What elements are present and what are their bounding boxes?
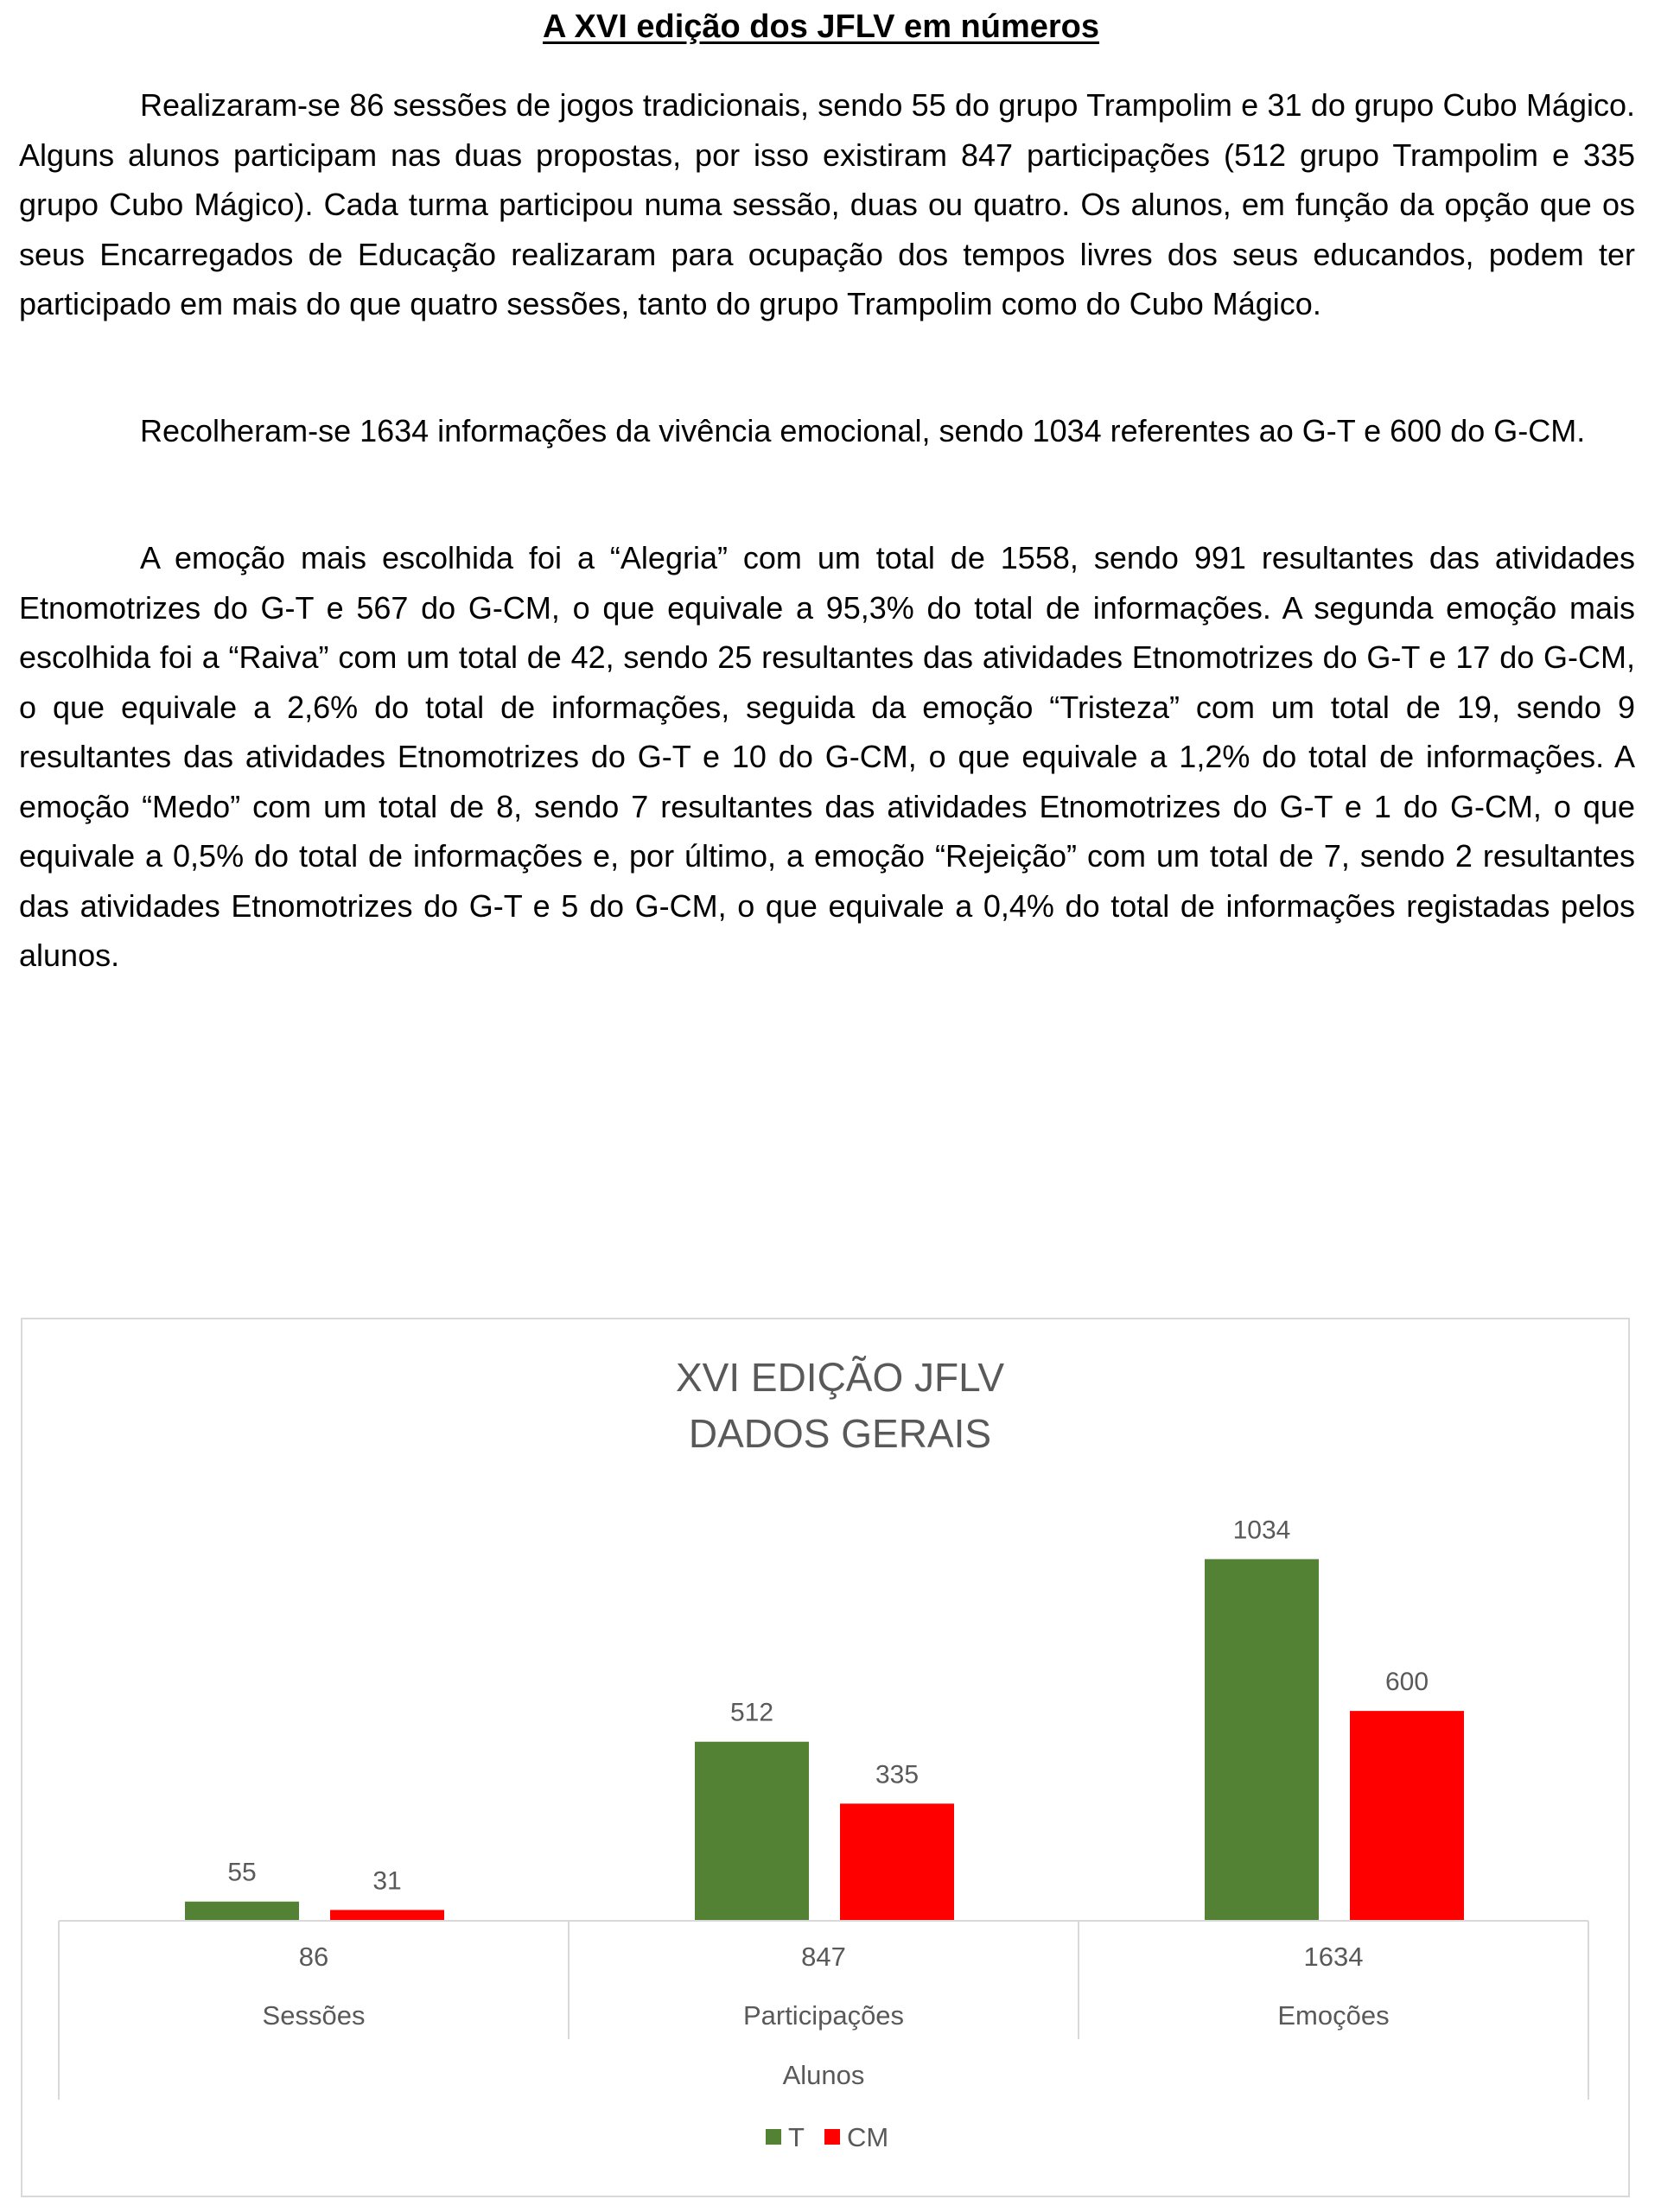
data-label-cm-participacoes: 335 (875, 1760, 920, 1789)
chart-title-line-1: XVI EDIÇÃO JFLV (675, 1355, 1005, 1400)
data-label-cm-emocoes: 600 (1384, 1668, 1429, 1697)
data-label-t-sessoes: 55 (227, 1858, 257, 1887)
data-label-t-emocoes: 1034 (1232, 1516, 1291, 1545)
bar-cm-participacoes (840, 1803, 954, 1921)
chart-title-line-2: DADOS GERAIS (688, 1411, 992, 1456)
data-label-cm-sessoes: 31 (372, 1866, 402, 1896)
paragraph-sessions-text: Realizaram-se 86 sessões de jogos tradicionais, sendo 55 do grupo Trampolim e 31 do grupo Cubo Mágico. Alguns alunos participam nas duas propostas, por isso existiram 847 participações (512 grupo Trampolim e 335 grupo Cubo Mágico). Cada turma participou numa sessão, duas ou quatro. Os alunos, em função da opção que os seus Encarregados de Educação realizaram para ocupação dos tempos livres dos seus educandos, podem ter participado em mais do que quatro sessões, tanto do grupo Trampolim como do Cubo Mágico. (19, 87, 1635, 321)
legend-label-t: T (788, 2122, 805, 2152)
bar-t-emocoes (1205, 1559, 1319, 1921)
paragraph-emotions-breakdown-text: A emoção mais escolhida foi a “Alegria” com um total de 1558, sendo 991 resultantes das atividades Etnomotrizes do G-T e 567 do G-CM, o que equivale a 95,3% do total de informações. A segunda emoção mais escolhida foi a “Raiva” com um total de 42, sendo 25 resultantes das atividades Etnomotrizes do G-T e 17 do G-CM, o que equivale a 2,6% do total de informações, seguida da emoção “Tristeza” com um total de 19, sendo 9 resultantes das atividades Etnomotrizes do G-T e 10 do G-CM, o que equivale a 1,2% do total de informações. A emoção “Medo” com um total de 8, sendo 7 resultantes das atividades Etnomotrizes do G-T e 1 do G-CM, o que equivale a 0,5% do total de informações e, por último, a emoção “Rejeição” com um total de 7, sendo 2 resultantes das atividades Etnomotrizes do G-T e 5 do G-CM, o que equivale a 0,4% do total de informações registadas pelos alunos. (19, 540, 1635, 973)
category-total-emocoes: 1634 (1303, 1942, 1364, 1972)
legend-swatch-cm (824, 2129, 840, 2145)
data-label-t-participacoes: 512 (729, 1698, 774, 1727)
bar-t-participacoes (695, 1742, 809, 1921)
category-total-sessoes: 86 (298, 1942, 329, 1972)
x-axis-label: Alunos (782, 2060, 865, 2090)
legend-label-cm: CM (847, 2122, 889, 2152)
category-label-participacoes: Participações (742, 2000, 905, 2031)
bar-cm-sessoes (330, 1910, 444, 1921)
paragraph-emotional-records-text: Recolheram-se 1634 informações da vivência emocional, sendo 1034 referentes ao G-T e 600 do G-CM. (140, 413, 1586, 448)
bar-t-sessoes (185, 1902, 299, 1921)
document-title: A XVI edição dos JFLV em números (542, 9, 1100, 45)
category-label-sessoes: Sessões (262, 2000, 366, 2031)
category-label-emocoes: Emoções (1277, 2000, 1390, 2031)
category-total-participacoes: 847 (801, 1942, 846, 1972)
bar-cm-emocoes (1350, 1711, 1464, 1921)
legend-swatch-t (766, 2129, 781, 2145)
